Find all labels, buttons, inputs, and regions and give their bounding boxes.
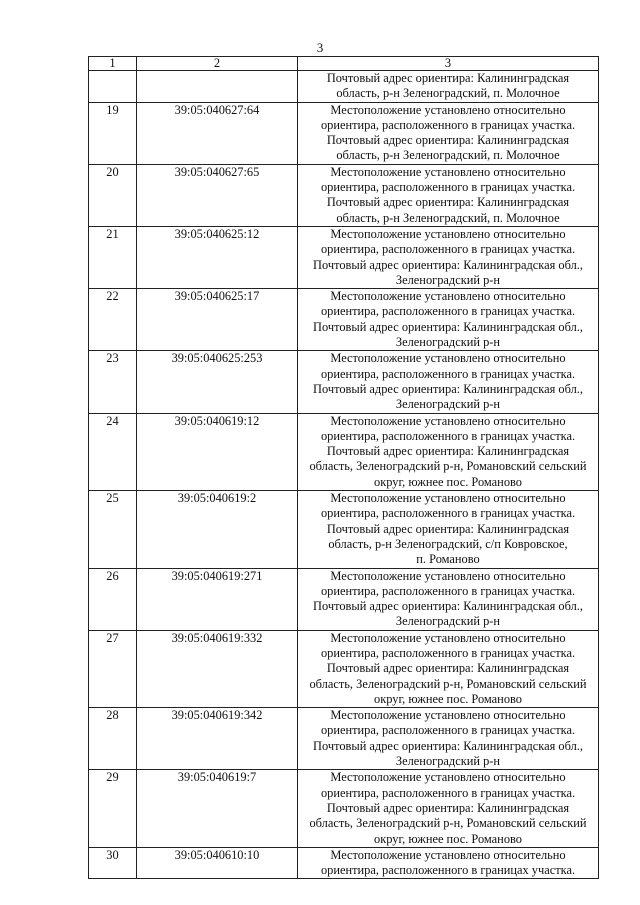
location-line: ориентира, расположенного в границах участка. xyxy=(320,645,576,660)
location-line: Местоположение установлено относительно xyxy=(330,164,566,179)
location-description xyxy=(298,351,599,413)
location-description xyxy=(298,102,599,164)
location-line: Почтовый адрес ориентира: Калининградская обл., xyxy=(313,381,583,396)
location-description xyxy=(298,413,599,490)
location-line: Почтовый адрес ориентира: Калининградская обл., xyxy=(313,738,583,753)
table-body xyxy=(89,71,599,879)
table-row xyxy=(89,630,599,707)
location-line: ориентира, расположенного в границах участка. xyxy=(320,863,576,878)
row-number: 25 xyxy=(89,491,137,568)
location-line: Зеленоградский р-н xyxy=(395,335,501,350)
row-number: 24 xyxy=(89,413,137,490)
cadastral-number: 39:05:040619:2 xyxy=(137,491,298,568)
location-line: Местоположение установлено относительно xyxy=(330,226,566,241)
cadastral-number: 39:05:040619:7 xyxy=(137,770,298,847)
location-line: Зеленоградский р-н xyxy=(395,272,501,287)
cadastral-number: 39:05:040627:64 xyxy=(137,102,298,164)
row-number: 23 xyxy=(89,351,137,413)
page-number: 3 xyxy=(316,40,324,55)
cadastral-number xyxy=(137,71,298,103)
location-line: Местоположение установлено относительно xyxy=(330,491,566,506)
location-line: область, Зеленоградский р-н, Романовский сельский xyxy=(309,816,587,831)
cadastral-number: 39:05:040610:10 xyxy=(137,847,298,879)
location-line: область, р-н Зеленоградский, п. Молочное xyxy=(336,86,560,101)
location-line: Зеленоградский р-н xyxy=(395,754,501,769)
location-description xyxy=(298,289,599,351)
location-line: Почтовый адрес ориентира: Калининградская xyxy=(326,800,570,815)
cadastral-number: 39:05:040619:271 xyxy=(137,568,298,630)
table-row xyxy=(89,71,599,103)
location-description xyxy=(298,226,599,288)
column-header-location: 3 xyxy=(298,57,599,71)
location-line: ориентира, расположенного в границах участка. xyxy=(320,117,576,132)
row-number: 28 xyxy=(89,708,137,770)
location-line: Местоположение установлено относительно xyxy=(330,770,566,785)
location-description xyxy=(298,568,599,630)
parcel-table xyxy=(88,56,599,879)
row-number: 30 xyxy=(89,847,137,879)
location-line: Почтовый адрес ориентира: Калининградская обл., xyxy=(313,257,583,272)
row-number: 26 xyxy=(89,568,137,630)
table-row xyxy=(89,413,599,490)
location-line: Почтовый адрес ориентира: Калининградская xyxy=(326,661,570,676)
row-number: 19 xyxy=(89,102,137,164)
location-description xyxy=(298,71,599,103)
location-description xyxy=(298,491,599,568)
cadastral-number: 39:05:040625:12 xyxy=(137,226,298,288)
location-line: ориентира, расположенного в границах участка. xyxy=(320,785,576,800)
location-line: ориентира, расположенного в границах участка. xyxy=(320,242,576,257)
location-line: область, р-н Зеленоградский, п. Молочное xyxy=(336,148,560,163)
location-line: ориентира, расположенного в границах участка. xyxy=(320,723,576,738)
location-line: Местоположение установлено относительно xyxy=(330,289,566,304)
location-line: Местоположение установлено относительно xyxy=(330,630,566,645)
location-line: ориентира, расположенного в границах участка. xyxy=(320,428,576,443)
table-row xyxy=(89,289,599,351)
location-line: ориентира, расположенного в границах участка. xyxy=(320,366,576,381)
table-header-row xyxy=(89,57,599,71)
location-line: Почтовый адрес ориентира: Калининградская xyxy=(326,444,570,459)
location-line: ориентира, расположенного в границах участка. xyxy=(320,304,576,319)
table-row xyxy=(89,226,599,288)
table-row xyxy=(89,164,599,226)
location-line: Зеленоградский р-н xyxy=(395,397,501,412)
location-line: область, р-н Зеленоградский, п. Молочное xyxy=(336,210,560,225)
location-line: Местоположение установлено относительно xyxy=(330,351,566,366)
table-row xyxy=(89,770,599,847)
location-description xyxy=(298,164,599,226)
location-description xyxy=(298,770,599,847)
table-row xyxy=(89,491,599,568)
location-line: Почтовый адрес ориентира: Калининградская xyxy=(326,521,570,536)
location-line: Почтовый адрес ориентира: Калининградская xyxy=(326,71,570,85)
location-description xyxy=(298,708,599,770)
table-row xyxy=(89,708,599,770)
cadastral-number: 39:05:040619:342 xyxy=(137,708,298,770)
cadastral-number: 39:05:040625:17 xyxy=(137,289,298,351)
location-line: Почтовый адрес ориентира: Калининградская обл., xyxy=(313,319,583,334)
row-number: 22 xyxy=(89,289,137,351)
location-line: область, Зеленоградский р-н, Романовский сельский xyxy=(309,676,587,691)
location-line: Местоположение установлено относительно xyxy=(330,102,566,117)
cadastral-number: 39:05:040625:253 xyxy=(137,351,298,413)
location-line: округ, южнее пос. Романово xyxy=(374,831,522,846)
table-row xyxy=(89,102,599,164)
location-line: область, Зеленоградский р-н, Романовский сельский xyxy=(309,459,587,474)
cadastral-number: 39:05:040627:65 xyxy=(137,164,298,226)
location-line: ориентира, расположенного в границах участка. xyxy=(320,583,576,598)
location-line: Зеленоградский р-н xyxy=(395,614,501,629)
table-row xyxy=(89,351,599,413)
table-row xyxy=(89,847,599,879)
location-line: Почтовый адрес ориентира: Калининградская xyxy=(326,133,570,148)
location-line: Местоположение установлено относительно xyxy=(330,847,566,862)
cadastral-number: 39:05:040619:332 xyxy=(137,630,298,707)
row-number: 20 xyxy=(89,164,137,226)
row-number: 27 xyxy=(89,630,137,707)
column-header-number: 1 xyxy=(89,57,137,71)
location-line: Почтовый адрес ориентира: Калининградская xyxy=(326,195,570,210)
location-line: Местоположение установлено относительно xyxy=(330,413,566,428)
row-number: 29 xyxy=(89,770,137,847)
location-line: ориентира, расположенного в границах участка. xyxy=(320,506,576,521)
location-line: Местоположение установлено относительно xyxy=(330,708,566,723)
location-line: область, р-н Зеленоградский, с/п Ковровское, xyxy=(328,536,568,551)
row-number: 21 xyxy=(89,226,137,288)
row-number xyxy=(89,71,137,103)
table-row xyxy=(89,568,599,630)
location-line: Местоположение установлено относительно xyxy=(330,568,566,583)
column-header-cadastral: 2 xyxy=(137,57,298,71)
location-line: округ, южнее пос. Романово xyxy=(374,474,522,489)
location-line: п. Романово xyxy=(416,552,480,567)
location-line: округ, южнее пос. Романово xyxy=(374,691,522,706)
location-line: Почтовый адрес ориентира: Калининградская обл., xyxy=(313,599,583,614)
location-description xyxy=(298,630,599,707)
location-description xyxy=(298,847,599,879)
location-line: ориентира, расположенного в границах участка. xyxy=(320,180,576,195)
cadastral-number: 39:05:040619:12 xyxy=(137,413,298,490)
